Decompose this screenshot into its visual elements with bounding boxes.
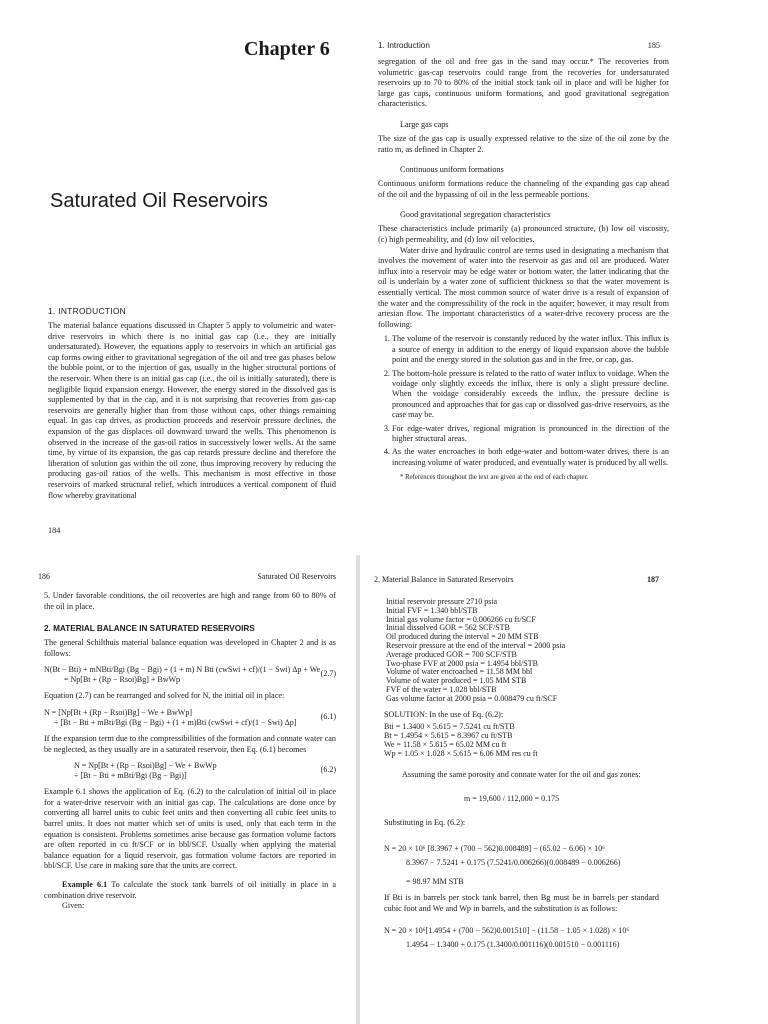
given-data: Initial reservoir pressure 2710 psia Initial FVF = 1.340 bbl/STB Initial gas volume factor = 0.006266 cu ft/SCF Initial dissolved GOR = 562 SCF/STB Oil produced during the interval = 20 MM STB Reservoir pressure at the end of the interval = 2000 psia Average produced GOR = 700 SCF/STB Two-phase FVF at 2000 psia = 1.4954 bbl/STB Volume of water encroached = 11.58 MM bbl Volume of water produced = 1.05 MM STB FVF of the water = 1.028 bbl/STB Gas volume factor at 2000 psia = 0.008479 cu ft/SCF: [386, 597, 566, 703]
paragraph: Water drive and hydraulic control are terms used in designating a mechanism that involves the movement of water into the reservoir as gas and oil are produced. Water influx into a reservoir may be edge water or bottom water, the latter indicating that the oil is underlain by a water zone of sufficient thickness so that the water movement is essentially vertical. The most common source of water drive is a result of expansion of the water and the compressibility of the rock in the aquifer; however, it may result from artesian flow. The important characteristics of a water-drive recovery process are the following:: [378, 245, 669, 329]
paragraph: segregation of the oil and free gas in the sand may occur.* The recoveries from volumetric gas-cap reservoirs could range from the recoveries for undersaturated reservoirs up to 70 to 80% of the initial stock tank oil in place and will be higher for large gas caps, continuous uniform formations, and good gravitational segregation characteristics.: [378, 57, 669, 109]
paragraph: Equation (2.7) can be rearranged and solved for N, the initial oil in place:: [44, 691, 285, 701]
page-number: 185: [647, 41, 660, 50]
paragraph: Continuous uniform formations reduce the channeling of the expanding gas cap ahead of the oil and the bypassing of oil in the less permeable portions.: [378, 179, 669, 199]
chapter-title: Saturated Oil Reservoirs: [50, 190, 268, 212]
equation-6-2: N = Np[Bt + (Rp − Rsoi)Bg] − We + BwWp ÷ [Bt − Bti + mBti/Bgi (Bg − Bgi)] (6.2): [74, 761, 336, 781]
running-header: Saturated Oil Reservoirs: [257, 572, 336, 581]
example-statement: Example 6.1 To calculate the stock tank barrels of oil initially in place in a combination drive reservoir.: [44, 879, 336, 900]
chapter-heading: Chapter 6: [244, 38, 330, 60]
subheading: Continuous uniform formations: [400, 165, 504, 175]
list-item: 3. For edge-water drives, regional migration is pronounced in the direction of the higher structural areas.: [392, 424, 669, 445]
paragraph: Example 6.1 shows the application of Eq. (6.2) to the calculation of initial oil in place for a water-drive reservoir with an initial gas cap. The calculations are done once by converting all barrel units to cubic feet units and then converting all cubic feet units to barrel units. It does not matter which set of units is used, only that each term in the equation is consistent. Problems sometimes arise because gas formation volume factors are often reported in cu ft/SCF or in bbl/SCF. Usually when applying the material balance equation for a liquid reservoir, gas formation volume factors are reported in bbl/SCF. Use care in making sure that the units are correct.: [44, 787, 336, 871]
paragraph: These characteristics include primarily (a) pronounced structure, (b) low oil viscosity, (c) high permeability, and (d) low oil velocities.: [378, 224, 669, 244]
running-header: 1. Introduction: [378, 41, 430, 50]
page-number: 184: [48, 526, 61, 535]
paragraph: Assuming the same porosity and connate water for the oil and gas zones:: [402, 770, 641, 780]
paragraph: If the expansion term due to the compressibilities of the formation and connate water can be neglected, as they usually are in a saturated reservoir, then Eq. (6.1) becomes: [44, 733, 336, 754]
footnote: * References throughout the text are given at the end of each chapter.: [400, 474, 589, 482]
page-187: [366, 555, 768, 1024]
n-calculation: N = 20 × 10⁶ [8.3967 + (700 − 562)0.008489] − (65.02 − 6.06) × 10⁶ 8.3967 − 7.5241 + 0.175 (7.5241/0.006266)(0.008489 − 0.006266): [384, 844, 621, 868]
section-heading: 1. INTRODUCTION: [48, 306, 127, 316]
paragraph: Substituting in Eq. (6.2):: [384, 817, 466, 827]
characteristics-list: [378, 334, 669, 468]
page-186: [0, 555, 362, 1024]
running-header: 2. Material Balance in Saturated Reservoirs: [374, 575, 514, 584]
list-item: 1. The volume of the reservoir is constantly reduced by the water influx. This influx is a source of energy in addition to the energy of liquid expansion above the bubble point and the energy stored in the solution gas and in the free, or cap, gas.: [392, 334, 669, 365]
list-item: 4. As the water encroaches in both edge-water and bottom-water drives, there is an increasing volume of water produced, and eventually water is produced by all wells.: [392, 447, 669, 468]
list-item: 2. The bottom-hole pressure is related to the ratio of water influx to voidage. When the voidage only slightly exceeds the influx, there is only a slight pressure decline. When the voidage considerably exceeds the influx, the pressure decline is pronounced and approaches that for gas cap or dissolved gas-drive reservoirs, as the case may be.: [392, 369, 669, 421]
equation-2-7: N(Bt − Bti) + mNBti/Bgi (Bg − Bgi) + (1 + m) N Bti (cwSwi + cf)/(1 − Swi) Δp + We = Np[Bt + (Rp − Rsoi)Bg] + BwWp (2.7): [44, 665, 336, 685]
given-label: Given:: [62, 901, 85, 911]
m-calculation: m = 19,600 / 112,000 = 0.175: [464, 793, 560, 803]
page-gutter: [356, 555, 360, 1024]
intro-paragraph: The material balance equations discussed in Chapter 5 apply to volumetric and water-drive reservoirs in which there is no initial gas cap (i.e., they are initially undersaturated). However, the equations apply to reservoirs in which an artificial gas cap forms owing either to gravitational segregation of the oil and tree gas phases below the bubble point, or to the injection of gas, usually in the higher structural portions of the reservoir. When there is an initial gas cap (i.e., the oil is initially saturated), there is negligible liquid expansion energy. However, the energy stored in the dissolved gas is supplemented by that in the cap, and it is not surprising that recoveries from gas-cap reservoirs are generally higher than from those without caps, other things remaining equal. In gas cap drives, as production proceeds and reservoir pressure declines, the expansion of the gas displaces oil downward toward the wells. This phenomenon is observed in the increase of the gas-oil ratios in successively lower wells. At the same time, by virtue of its expansion, the gas cap retards pressure decline and therefore the liberation of solution gas within the oil zone, thus improving recovery by reducing the producing gas-oil ratios of the wells. This mechanism is most effective in those reservoirs of marked structural relief, which introduces a vertical component of fluid flow whereby gravitational: [48, 321, 336, 500]
page-number: 187: [647, 575, 659, 584]
list-item: 5. Under favorable conditions, the oil recoveries are high and range from 60 to 80% of the oil in place.: [44, 591, 336, 611]
equation-6-1: N = [Np[Bt + (Rp − Rsoi)Bg] − We + BwWp] ÷ [Bt − Bti + mBti/Bgi (Bg − Bgi) + (1 + m)Bti (cwSwi + cf)/(1 − Swi) Δp] (6.1): [44, 707, 336, 727]
solution-line: SOLUTION: In the use of Eq. (6.2):: [384, 709, 504, 719]
paragraph: The general Schilthuis material balance equation was developed in Chapter 2 and is as follows:: [44, 638, 336, 658]
n-result: = 98.97 MM STB: [406, 877, 464, 887]
page-number: 186: [38, 572, 50, 581]
subheading: Large gas caps: [400, 119, 449, 129]
page-separator: [0, 546, 768, 554]
section-heading: 2. MATERIAL BALANCE IN SATURATED RESERVOIRS: [44, 624, 255, 634]
subheading: Good gravitational segregation characteristics: [400, 210, 551, 220]
unit-conversions: Bti = 1.3400 × 5.615 = 7.5241 cu ft/STB Bt = 1.4954 × 5.615 = 8.3967 cu ft/STB We = 11.58 × 5.615 = 65.02 MM cu ft Wp = 1.05 × 1.028 × 5.615 = 6.06 MM res cu ft: [384, 722, 538, 758]
paragraph: The size of the gas cap is usually expressed relative to the size of the oil zone by the ratio m, as defined in Chapter 2.: [378, 133, 669, 154]
page-184: [0, 0, 370, 545]
n-calculation-bbl: N = 20 × 10⁶[1.4954 + (700 − 562)0.001510] − (11.58 − 1.05 × 1.028) × 10⁶ 1.4954 − 1.3400 + 0.175 (1.3400/0.001116)(0.001510 − 0.001116): [384, 926, 630, 950]
paragraph: If Bti is in barrels per stock tank barrel, then Bg must be in barrels per standard cubic foot and We and Wp in barrels, and the substitution is as follows:: [384, 893, 659, 913]
page-185: [372, 0, 768, 545]
